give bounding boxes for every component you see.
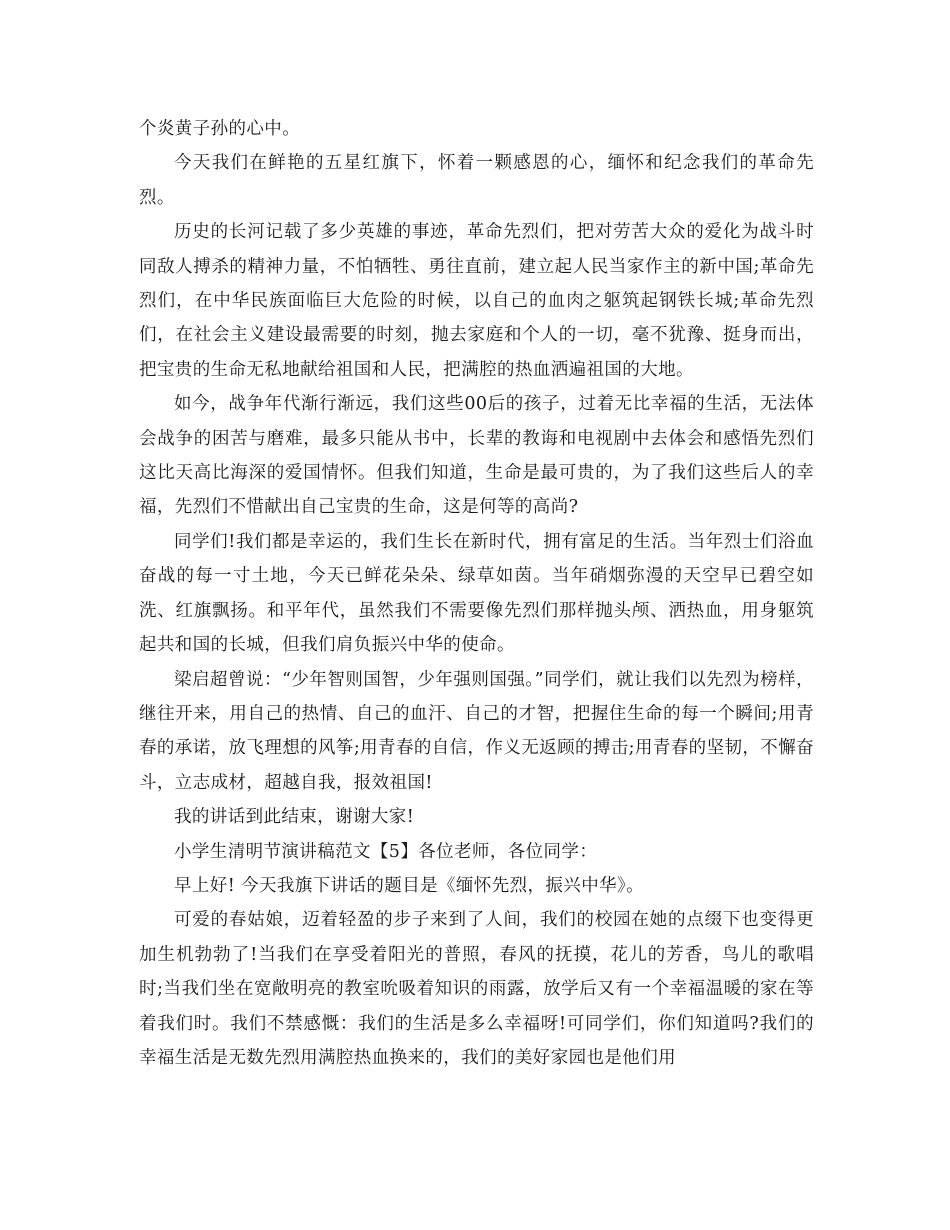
paragraph-9: 早上好! 今天我旗下讲话的题目是《缅怀先烈，振兴中华》。 (174, 875, 645, 896)
paragraph-2: 今天我们在鲜艳的五星红旗下，怀着一颗感恩的心，缅怀和纪念我们的革命先烈。 (139, 153, 814, 208)
paragraph-6: 梁启超曾说：“少年智则国智，少年强则国强。”同学们，就让我们以先烈为榜样，继往开来，用自己的热情、自己的血汗、自己的才智，把握住生命的每一个瞬间;用青春的承诺，放飞理想的风筝;用青春的自信，作义无返顾的搏击;用青春的坚韧，不懈奋斗，立志成材，超越自我，报效祖国! (139, 669, 814, 793)
paragraph-7: 我的讲话到此结束，谢谢大家! (174, 807, 415, 828)
paragraph-3: 历史的长河记载了多少英雄的事迹，革命先烈们，把对劳苦大众的爱化为战斗时同敌人搏杀的精神力量，不怕牺牲、勇往直前，建立起人民当家作主的新中国;革命先烈们，在中华民族面临巨大危险的时候，以自己的血肉之躯筑起钢铁长城;革命先烈们，在社会主义建设最需要的时刻，抛去家庭和个人的一切，毫不犹豫、挺身而出，把宝贵的生命无私地献给祖国和人民，把满腔的热血洒遍祖国的大地。 (139, 222, 814, 380)
document-page (139, 112, 814, 1075)
paragraph-1: 个炎黄子孙的心中。 (139, 119, 301, 139)
paragraph-4: 如今，战争年代渐行渐远，我们这些00后的孩子，过着无比幸福的生活，无法体会战争的困苦与磨难，最多只能从书中，长辈的教诲和电视剧中去体会和感悟先烈们这比天高比海深的爱国情怀。但我们知道，生命是最可贵的，为了我们这些后人的幸福，先烈们不惜献出自己宝贵的生命，这是何等的高尚? (139, 394, 814, 518)
paragraph-5: 同学们!我们都是幸运的，我们生长在新时代，拥有富足的生活。当年烈士们浴血奋战的每一寸土地，今天已鲜花朵朵、绿草如茵。当年硝烟弥漫的天空早已碧空如洗、红旗飘扬。和平年代，虽然我们不需要像先烈们那样抛头颅、洒热血，用身躯筑起共和国的长城，但我们肩负振兴中华的使命。 (139, 531, 814, 656)
paragraph-10: 可爱的春姑娘，迈着轻盈的步子来到了人间，我们的校园在她的点缀下也变得更加生机勃勃了!当我们在享受着阳光的普照，春风的抚摸，花儿的芳香，鸟儿的歌唱时;当我们坐在宽敞明亮的教室吮吸着知识的雨露，放学后又有一个幸福温暖的家在等着我们时。我们不禁感慨：我们的生活是多么幸福呀!可同学们，你们知道吗?我们的幸福生活是无数先烈用满腔热血换来的，我们的美好家园也是他们用 (139, 910, 814, 1068)
paragraph-8: 小学生清明节演讲稿范文【5】各位老师，各位同学： (174, 841, 598, 862)
